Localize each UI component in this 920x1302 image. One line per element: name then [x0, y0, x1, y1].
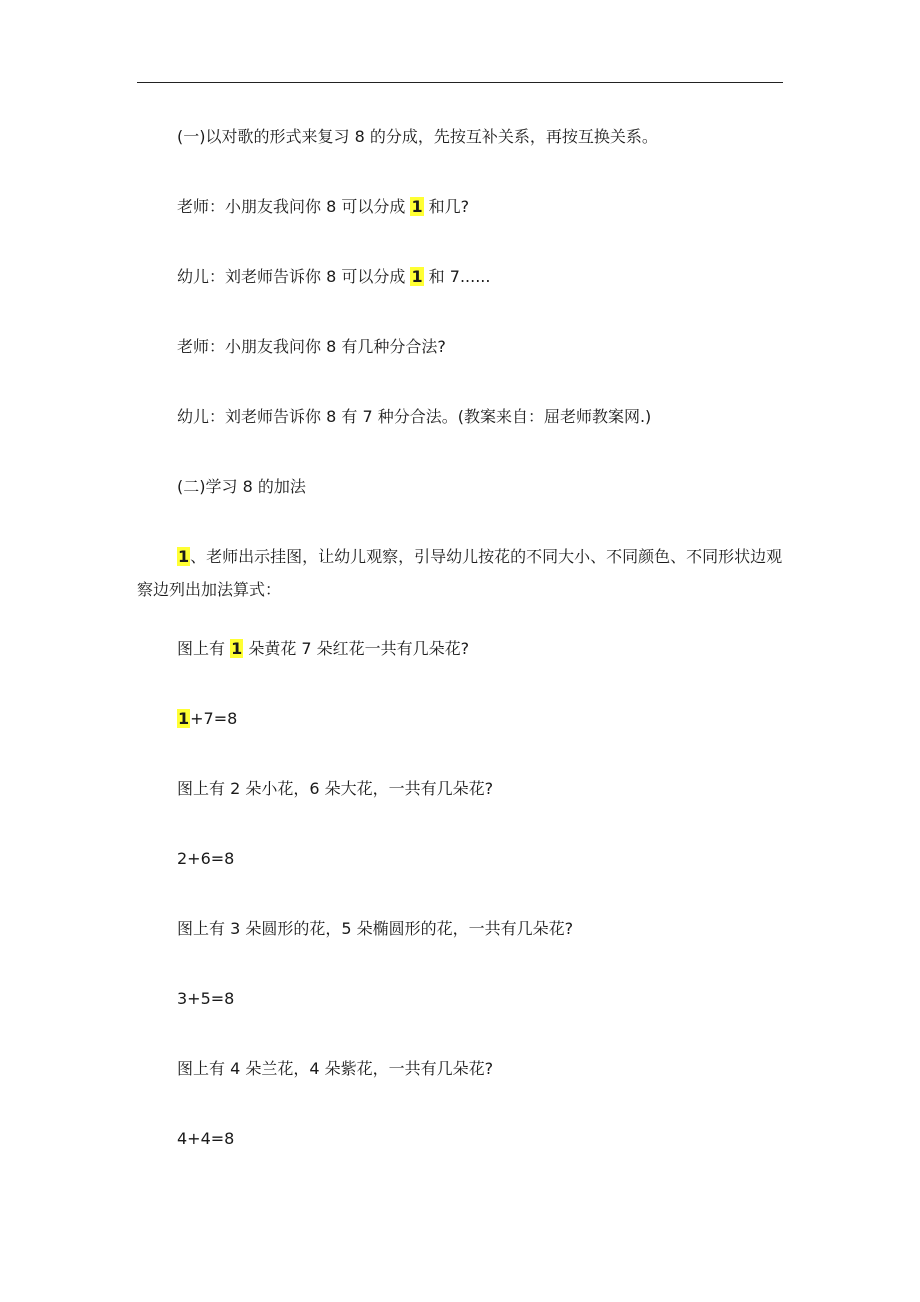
- equation-4: [177, 1127, 234, 1151]
- paragraph-text-after: 和 7......: [423, 267, 491, 286]
- paragraph-text: 2+6=8: [177, 849, 235, 868]
- paragraph-question-1: [177, 637, 469, 661]
- section-heading-text: (二)学习 8 的加法: [177, 477, 306, 496]
- highlighted-term: 1: [178, 547, 190, 566]
- paragraph-teacher-question-2: [177, 335, 446, 359]
- paragraph-text: (一)以对歌的形式来复习 8 的分成，先按互补关系，再按互换关系。: [177, 127, 658, 146]
- paragraph-observe-instruction: [137, 540, 783, 606]
- highlighted-term: 1: [411, 197, 423, 216]
- paragraph-text-after: +7=8: [190, 709, 238, 728]
- paragraph-child-answer-1: [177, 265, 490, 289]
- equation-2: [177, 847, 234, 871]
- paragraph-text: 3+5=8: [177, 989, 235, 1008]
- paragraph-teacher-question-1: [177, 195, 469, 219]
- paragraph-text: 老师：小朋友我问你 8 有几种分合法?: [177, 337, 446, 356]
- paragraph-text: 幼儿：刘老师告诉你 8 有 7 种分合法。(教案来自：屈老师教案网.): [177, 407, 652, 426]
- paragraph-text-before: 幼儿：刘老师告诉你 8 可以分成: [177, 267, 411, 286]
- paragraph-question-3: [177, 917, 573, 941]
- paragraph-question-4: [177, 1057, 493, 1081]
- highlighted-term: 1: [178, 709, 190, 728]
- equation-3: [177, 987, 234, 1011]
- paragraph-child-answer-2: [177, 405, 651, 429]
- paragraph-text-after: 和几?: [423, 197, 470, 216]
- paragraph-review-intro: [177, 125, 658, 149]
- paragraph-text-after: 、老师出示挂图，让幼儿观察，引导幼儿按花的不同大小、不同颜色、不同形状边观察边列出加法算式：: [137, 547, 783, 599]
- paragraph-question-2: [177, 777, 493, 801]
- header-rule: [137, 82, 783, 83]
- paragraph-text-after: 朵黄花 7 朵红花一共有几朵花?: [243, 639, 470, 658]
- paragraph-text: 图上有 2 朵小花，6 朵大花，一共有几朵花?: [177, 779, 494, 798]
- paragraph-text-before: 图上有: [177, 639, 231, 658]
- equation-1: [177, 707, 237, 731]
- section-heading-addition: [177, 475, 306, 499]
- highlighted-term: 1: [411, 267, 423, 286]
- paragraph-text: 图上有 4 朵兰花，4 朵紫花，一共有几朵花?: [177, 1059, 494, 1078]
- paragraph-text: 4+4=8: [177, 1129, 235, 1148]
- paragraph-text-before: 老师：小朋友我问你 8 可以分成: [177, 197, 411, 216]
- highlighted-term: 1: [231, 639, 243, 658]
- paragraph-text: 图上有 3 朵圆形的花，5 朵椭圆形的花，一共有几朵花?: [177, 919, 574, 938]
